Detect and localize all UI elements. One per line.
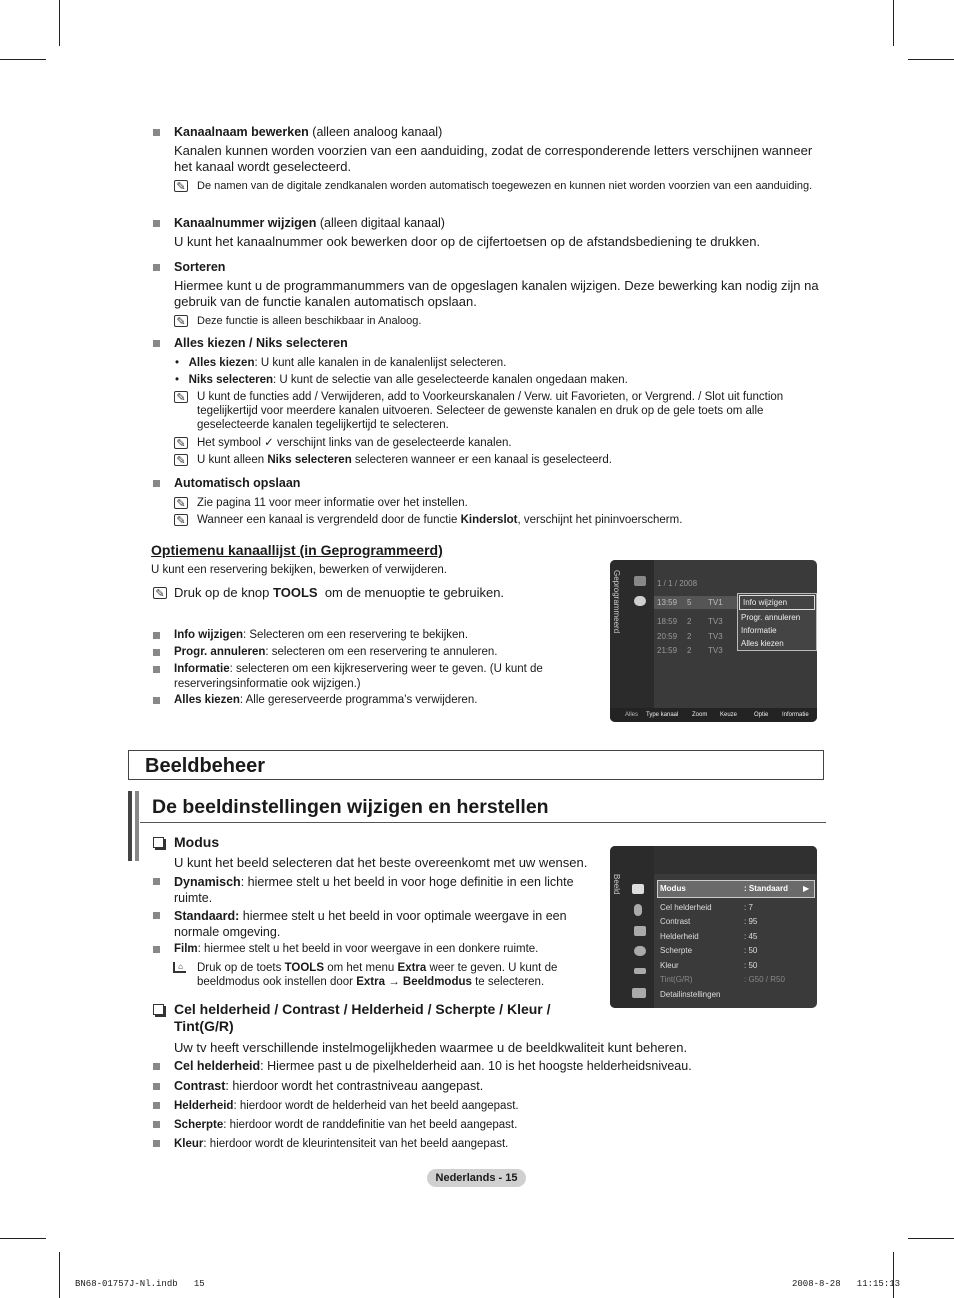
menu-label-modus: Modus (660, 884, 686, 893)
kanaalnaam-note: De namen van de digitale zendkanalen worden automatisch toegewezen en kunnen niet worden voorzien van een aanduiding. (197, 180, 813, 192)
cel-item-4: Scherpte: hierdoor wordt de randdefinitie van het beeld aangepast. (174, 1119, 518, 1131)
note-icon: ✎ (174, 497, 188, 509)
menu-value: : 50 (744, 961, 758, 970)
tv-side-label: Beeld (612, 874, 621, 895)
bullet (153, 878, 160, 885)
check-icon: ✓ (264, 437, 274, 449)
bar-label: Informatie (782, 712, 809, 718)
cel-item-1: Cel helderheid: Hiermee past u de pixelhelderheid aan. 10 is het hoogste helderheidsniveau. (174, 1059, 692, 1073)
bar-label: Alles (625, 712, 639, 718)
alles-note-1: U kunt de functies add / Verwijderen, add to Voorkeurskanalen / Verw. uit Favorieten, or Vergrend. / Slot uit function tegelijkertijd voor meerdere kanalen uitvoeren. Selecteer de gewenste kanalen en druk op de gele toets om alle geselecteerde kanalen tegelijkertijd te selecteren. (197, 391, 784, 431)
section-underline (140, 822, 826, 823)
optie-item-3: Informatie: selecteren om een kijkreservering weer te geven. (U kunt de reserveringsinformatie ook wijzigen.) (174, 663, 543, 690)
modus-title: Modus (174, 834, 220, 850)
bullet (153, 340, 160, 347)
tools-icon: ⌂ (173, 962, 186, 973)
cel-intro: Uw tv heeft verschillende instelmogelijkheden waarmee u de beeldkwaliteit kunt beheren. (174, 1040, 688, 1055)
bullet (153, 912, 160, 919)
bar-label: Type kanaal (646, 712, 679, 718)
input-icon (634, 968, 646, 974)
bullet (153, 1083, 160, 1090)
menu-label: Helderheid (660, 932, 699, 941)
popup-item-cancel[interactable]: Progr. annuleren (741, 613, 801, 622)
bullet (153, 632, 160, 639)
modus-item-2: Standaard: hiermee stelt u het beeld in voor optimale weergave in een normale omgeving. (174, 909, 567, 939)
bar-label: Optie (754, 712, 769, 718)
kanaalnaam-body: Kanalen kunnen worden voorzien van een aanduiding, zodat de corresponderende letters verschijnen wanneer het kanaal wordt geselecteerd. (174, 143, 813, 174)
optie-item-1: Info wijzigen: Selecteren om een reservering te bekijken. (174, 629, 469, 641)
cel-title: Cel helderheid / Contrast / Helderheid / Scherpte / Kleur / Tint(G/R) (174, 1001, 551, 1034)
tv-date: 1 / 1 / 2008 (657, 579, 698, 588)
channel-icon (634, 926, 646, 936)
menu-label: Kleur (660, 961, 679, 970)
sorteren-title: Sorteren (174, 260, 226, 274)
optie-intro: U kunt een reservering bekijken, bewerken of verwijderen. (151, 564, 447, 576)
note-icon: ✎ (153, 587, 167, 599)
tv-side-label: Geprogrammeerd (612, 570, 621, 634)
checkbox-icon (153, 837, 164, 848)
menu-value: : G50 / R50 (744, 975, 785, 984)
tv-row-name: TV3 (708, 632, 723, 641)
heart-icon (634, 576, 646, 586)
alles-note-2: Het symbool ✓ verschijnt links van de geselecteerde kanalen. (197, 437, 512, 449)
tv-header (654, 846, 817, 874)
optie-heading: Optiemenu kanaallijst (in Geprogrammeerd) (151, 542, 443, 558)
menu-value: : 50 (744, 946, 758, 955)
picture-icon (632, 884, 644, 894)
bullet (153, 1063, 160, 1070)
menu-value: : 7 (744, 903, 753, 912)
bar-label: Zoom (692, 712, 708, 718)
alles-title: Alles kiezen / Niks selecteren (174, 336, 348, 350)
modus-intro: U kunt het beeld selecteren dat het beste overeenkomt met uw wensen. (174, 855, 588, 870)
checkbox-icon (153, 1004, 164, 1015)
tv-row-time: 21:59 (657, 646, 678, 655)
tv-option-popup (737, 593, 817, 651)
popup-item-select-all[interactable]: Alles kiezen (741, 639, 784, 648)
setup-icon (634, 946, 646, 956)
tv-sidebar (610, 846, 654, 1008)
tv-row-name: TV1 (708, 598, 723, 607)
tv-row-ch: 2 (687, 632, 692, 641)
bullet (153, 220, 160, 227)
section-bar-2 (135, 791, 139, 861)
bullet (153, 649, 160, 656)
bullet (153, 666, 160, 673)
tv-row-name: TV3 (708, 617, 723, 626)
menu-label: Contrast (660, 917, 691, 926)
alles-bullet-2: • Niks selecteren: U kunt de selectie van alle geselecteerde kanalen ongedaan maken. (175, 374, 628, 386)
bullet (153, 129, 160, 136)
kanaalnummer-body: U kunt het kanaalnummer ook bewerken door op de cijfertoetsen op de afstandsbediening te drukken. (174, 234, 761, 249)
beeldbeheer-title: Beeldbeheer (145, 755, 266, 777)
tv-screen-picture (610, 846, 817, 1008)
menu-label: Detailinstellingen (660, 990, 721, 999)
bar-label: Keuze (720, 712, 738, 718)
note-icon: ✎ (174, 514, 188, 526)
section-title: De beeldinstellingen wijzigen en herstellen (152, 796, 549, 818)
bullet (153, 697, 160, 704)
note-icon: ✎ (174, 391, 188, 403)
footer-date: 2008-8-28 11:15:13 (792, 1279, 901, 1289)
tv-row-name: TV3 (708, 646, 723, 655)
sound-icon (634, 904, 642, 916)
tv-row-ch: 2 (687, 617, 692, 626)
arrow-right-icon: ▶ (803, 884, 810, 893)
footer-file: BN68-01757J-Nl.indb 15 (75, 1279, 205, 1289)
tv-row-time: 18:59 (657, 617, 678, 626)
section-bar (128, 791, 132, 861)
menu-label: Scherpte (660, 946, 693, 955)
tv-row-ch: 2 (687, 646, 692, 655)
menu-value: : 95 (744, 917, 758, 926)
note-icon: ✎ (174, 454, 188, 466)
note-icon: ✎ (174, 315, 188, 327)
kanaalnummer-title: Kanaalnummer wijzigen (alleen digitaal kanaal) (174, 216, 445, 230)
cel-item-2: Contrast: hierdoor wordt het contrastniveau aangepast. (174, 1079, 484, 1093)
cel-item-5: Kleur: hierdoor wordt de kleurintensiteit van het beeld aangepast. (174, 1138, 509, 1150)
bullet (153, 1140, 160, 1147)
bullet (153, 264, 160, 271)
bullet (153, 946, 160, 953)
tv-row-time: 13:59 (657, 598, 678, 607)
modus-item-1: Dynamisch: hiermee stelt u het beeld in voor hoge definitie in een lichte ruimte. (174, 875, 574, 905)
optie-note: Druk op de knop TOOLS om de menuoptie te gebruiken. (174, 585, 505, 600)
bullet (153, 1121, 160, 1128)
bullet (153, 480, 160, 487)
menu-label: Tint(G/R) (660, 975, 693, 984)
auto-note-1: Zie pagina 11 voor meer informatie over het instellen. (197, 497, 468, 509)
note-icon: ✎ (174, 180, 188, 192)
bullet (153, 1102, 160, 1109)
application-icon (632, 988, 646, 998)
auto-title: Automatisch opslaan (174, 476, 301, 490)
note-icon: ✎ (174, 437, 188, 449)
optie-item-2: Progr. annuleren: selecteren om een reservering te annuleren. (174, 646, 498, 658)
auto-note-2: Wanneer een kanaal is vergrendeld door de functie Kinderslot, verschijnt het pininvoerscherm. (197, 514, 683, 526)
sorteren-note: Deze functie is alleen beschikbaar in Analoog. (197, 315, 422, 327)
optie-item-4: Alles kiezen: Alle gereserveerde programma’s verwijderen. (174, 694, 478, 706)
tv-row-ch: 5 (687, 598, 692, 607)
popup-item-info[interactable]: Info wijzigen (739, 595, 815, 610)
tv-screen-scheduled (610, 560, 817, 722)
menu-value-modus: : Standaard (744, 884, 789, 893)
modus-tools-note: Druk op de toets TOOLS om het menu Extra weer te geven. U kunt de beeldmodus ook instellen door Extra → Beeldmodus te selecteren. (197, 962, 558, 988)
cel-item-3: Helderheid: hierdoor wordt de helderheid van het beeld aangepast. (174, 1100, 519, 1112)
clock-icon (634, 596, 646, 606)
popup-item-informatie[interactable]: Informatie (741, 626, 777, 635)
alles-bullet-1: • Alles kiezen: U kunt alle kanalen in de kanalenlijst selecteren. (175, 357, 507, 369)
menu-value: : 45 (744, 932, 758, 941)
tv-row-time: 20:59 (657, 632, 678, 641)
tv-bottom-bar (610, 708, 817, 722)
modus-item-3: Film: hiermee stelt u het beeld in voor weergave in een donkere ruimte. (174, 943, 539, 955)
sorteren-body: Hiermee kunt u de programmanummers van de opgeslagen kanalen wijzigen. Deze bewerking kan nodig zijn na gebruik van de functie kanalen automatisch opslaan. (174, 278, 819, 309)
alles-note-3: U kunt alleen Niks selecteren selecteren wanneer er een kanaal is geselecteerd. (197, 454, 612, 466)
menu-label: Cel helderheid (660, 903, 712, 912)
page-number-badge: Nederlands - 15 (427, 1169, 526, 1187)
kanaalnaam-title: Kanaalnaam bewerken (alleen analoog kanaal) (174, 125, 443, 139)
